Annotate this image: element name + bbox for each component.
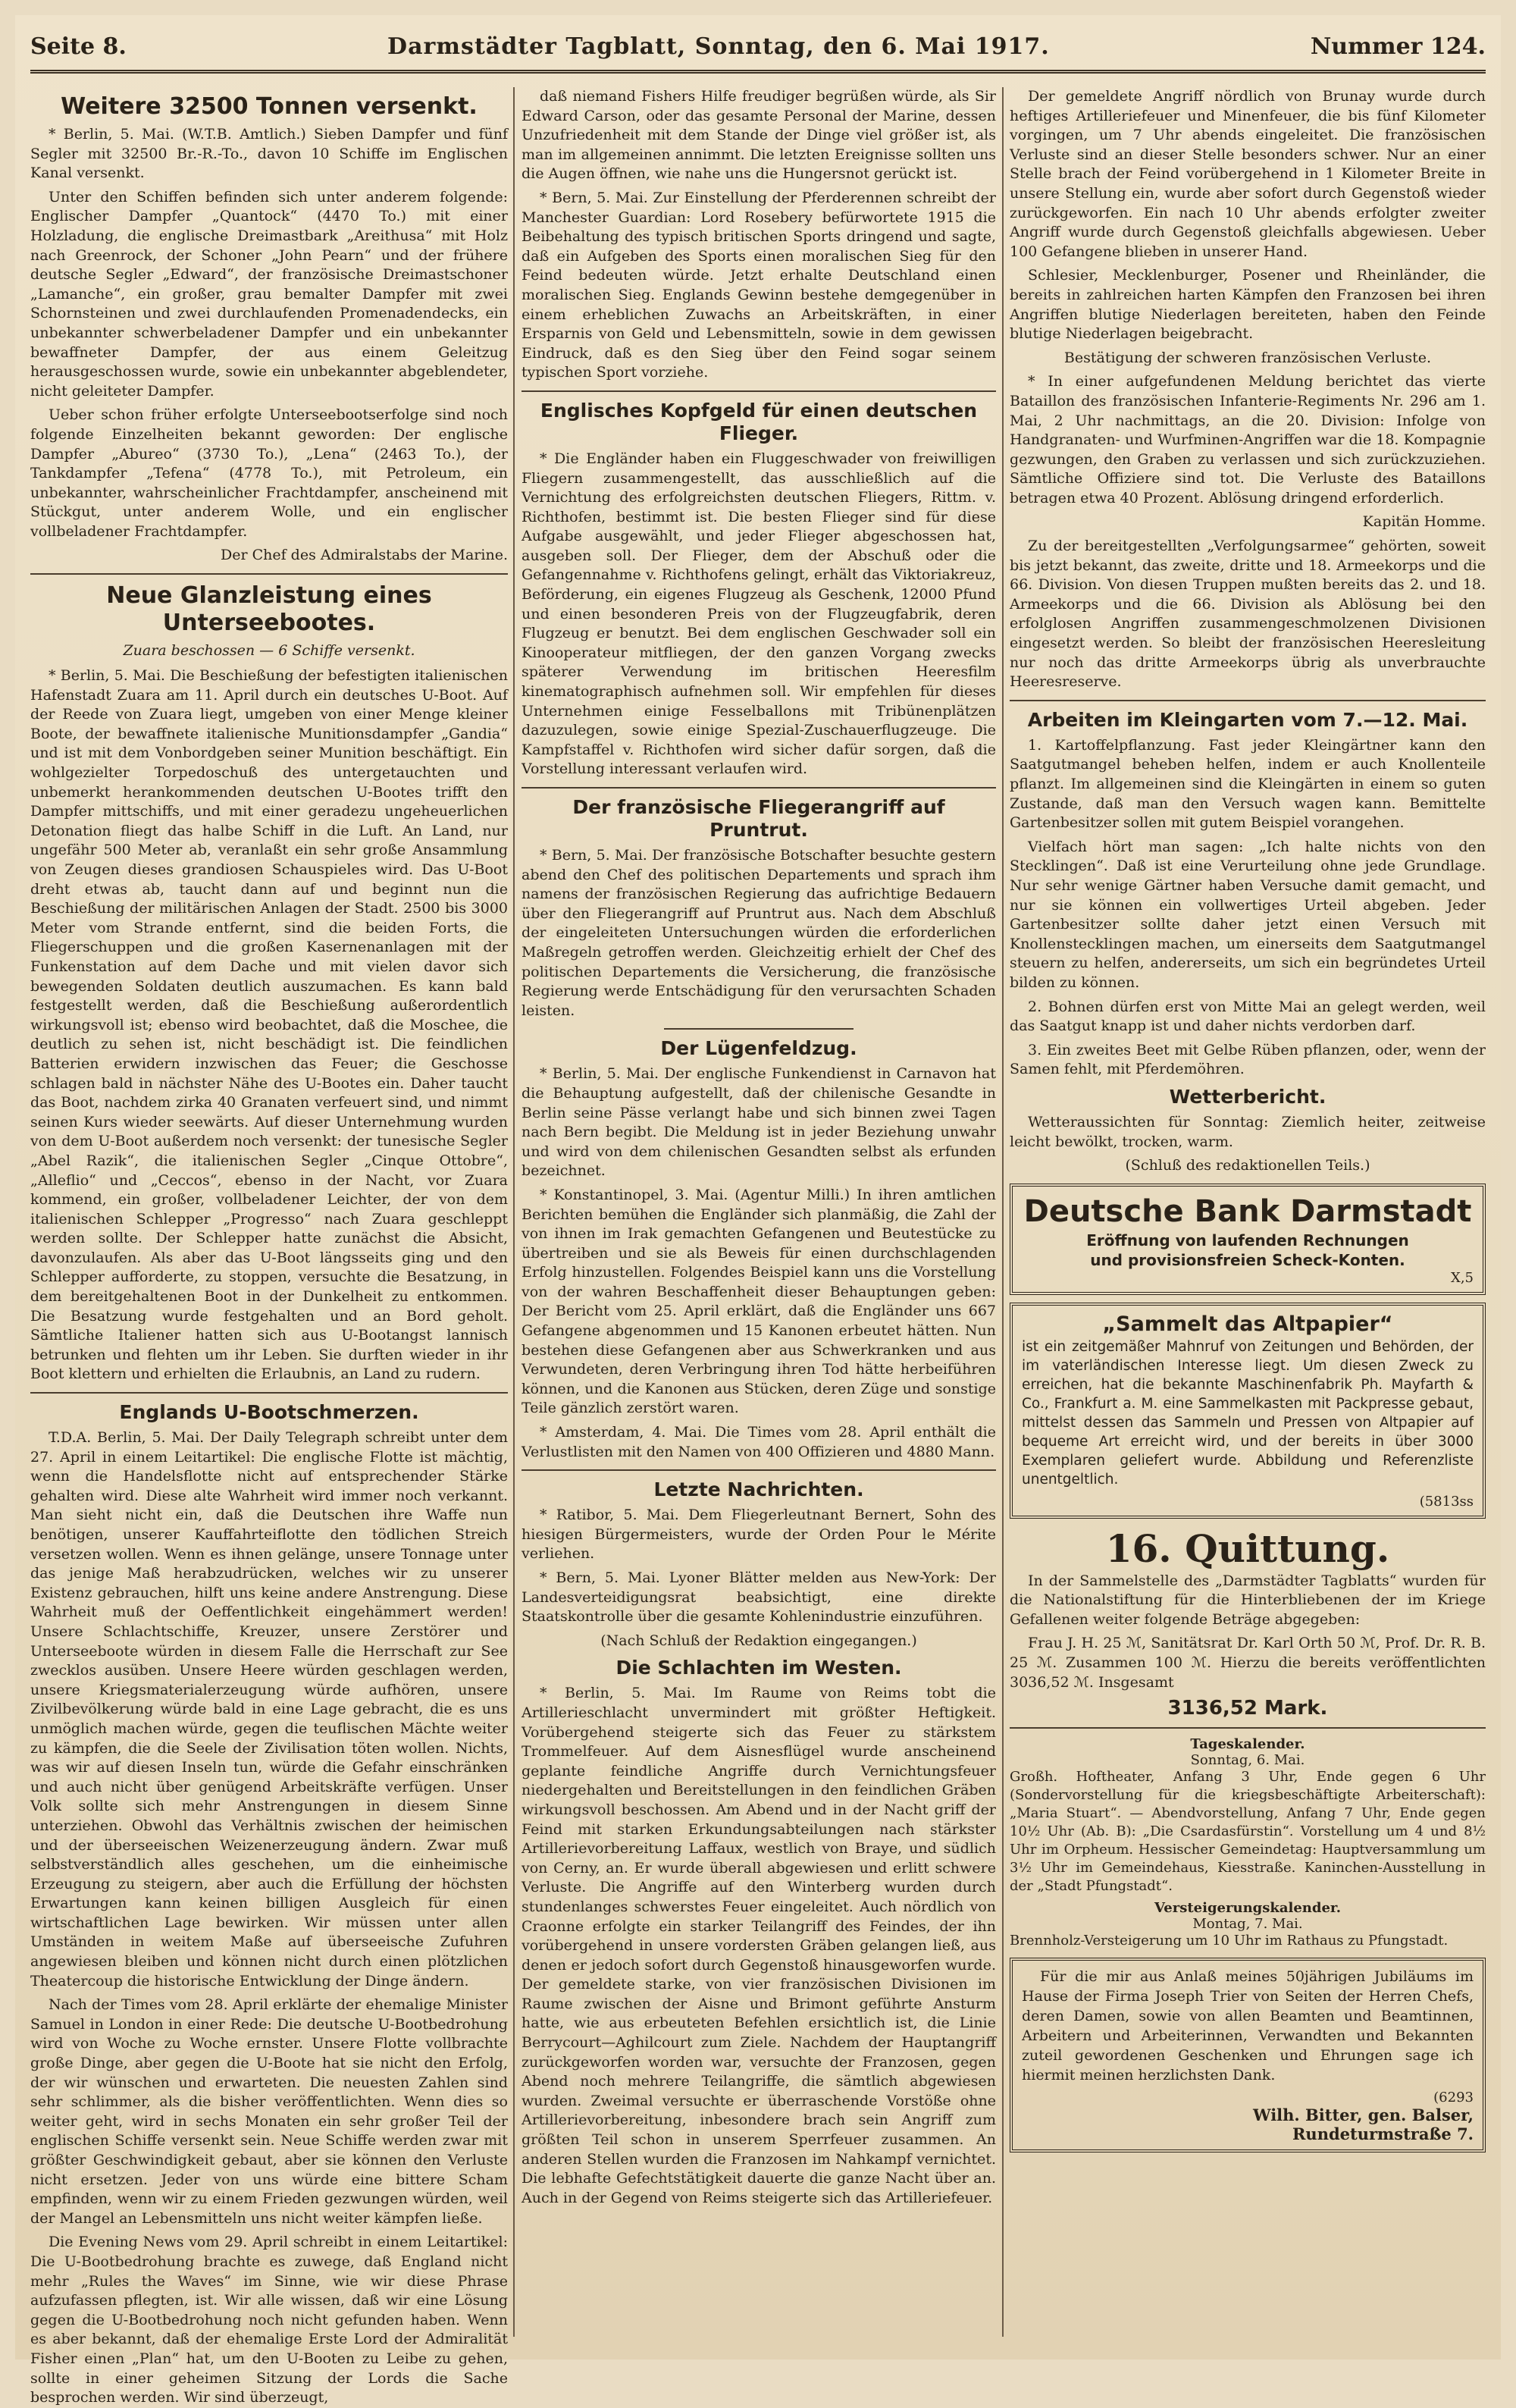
article-signature: Der Chef des Admiralstabs der Marine. <box>220 547 508 564</box>
ad-code: (6293 <box>1433 2090 1474 2106</box>
thanks-address: Rundeturmstraße 7. <box>1292 2124 1474 2144</box>
article-paragraph: * Berlin, 5. Mai. Im Raume von Reims tobt die Artillerieschlacht unvermindert mit größter Heftigkeit. Vorübergehend steigerte sich das Feuer zu stärkstem Trommelfeuer. Auf dem Aisnesflügel wurde anscheinend geplante feindliche Angriffe durch Vernichtungsfeuer niedergehalten und Bereitstellungen in den feindlichen Gräben wirkungsvoll beschossen. Am Abend und in der Nacht griff der Feind mit starken Erkundungsabteilungen nach stärkster Artillerievorbereitung Laffaux, westlich von Braye, und südlich von Cerny, an. Er wurde überall abgewiesen und erlitt schwere Verluste. Die Angriffe auf den Winterberg wurden durch stundenlanges schwerstes Feuer eingeleitet. Auch nördlich von Craonne erfolgte ein starker Teilangriff des Feindes, der ihn vorübergehend in unsere vordersten Gräben gelangen ließ, aus denen er jedoch sofort durch Gegenstoß hinausgeworfen wurde. Der gemeldete starke, von vier französischen Divisionen im Raume zwischen der Aisne und Brimont geführte Ansturm hatte, wie aus erbeuteten Befehlen ersichtlich ist, die Linie Berrycourt—Aghilcourt zum Ziele. Nachdem der Hauptangriff zurückgeworfen worden war, versuchte der Franzosen, gegen Abend noch mehrere Teilangriffe, die sämtlich abgewiesen wurden. Zweimal versuchte er überraschende Vorstöße ohne Artillerievorbereitung, inbesondere brach sein Angriff zum größten Teil schon in unserem Sperrfeuer zusammen. An anderen Stellen wurden die Franzosen im Nahkampf vernichtet. Die lebhafte Gefechtstätigkeit dauerte die ganze Nacht über an. Auch in der Gegend von Reims steigerte sich das Artilleriefeuer. <box>522 1685 996 2206</box>
article-paragraph: * Berlin, 5. Mai. Die Beschießung der befestigten italienischen Hafenstadt Zuara am 11. April durch ein deutsches U-Boot. Auf der Reede von Zuara liegt, umgeben von einer Menge kleiner Boote, der bewaffnete italienische Munitionsdampfer „Gandia“ und ist mit dem Vonbordgeben seiner Munition beschäftigt. Ein wohlgezielter Torpedoschuß des untergetauchten und unbemerkt herankommenden deutschen U-Bootes trifft den Dampfer mittschiffs, und mit einer geradezu ungeheuerlichen Detonation fliegt das halbe Schiff in die Luft. An Land, nur ungefähr 500 Meter ab, veranlaßt ein sehr große Ansammlung von Zeugen dieses grandiosen Schauspieles wird. Das U-Boot dreht etwas ab, taucht dann auf und beginnt nun die Beschießung der militärischen Anlagen der Stadt. 2500 bis 3000 Meter vom Strande entfernt, sind die beiden Forts, die Fliegerschuppen und die großen Kasernenanlagen mit der Funkenstation auf dem Dache und mit vielen davor sich bewegenden Soldaten deutlich auszumachen. Es kann bald festgestellt werden, daß die Beschießung außerordentlich wirkungsvoll ist; ebenso wird beobachtet, daß die Moschee, die deutlich zu sehen ist, nicht beschädigt ist. Die feindlichen Batterien erwidern inzwischen das Feuer; die Geschosse schlagen bald in nächster Nähe des U-Bootes ein. Daher taucht das Boot, nachdem zirka 40 Granaten verfeuert sind, und nimmt seinen Kurs wieder seewärts. Auf dieser Unternehmung wurden von dem U-Boot außerdem noch versenkt: der tunesische Segler „Abel Razik“, die italienischen Segler „Cinque Ottobre“, „Alleflio“ und „Ceccos“, ebenso in der Nacht, vor Zuara kommend, ein großer, vollbeladener Leichter, der von dem italienischen Schlepper „Progresso“ nach Zuara geschleppt werden sollte. Der Schlepper hatte zunächst die Absicht, davonzulaufen. Als aber das U-Boot längsseits ging und den Schlepper aufforderte, zu stoppen, versuchte die Besatzung, in dem bereitgehaltenen Boot in der Dunkelheit zu entkommen. Die Besatzung wurde festgehalten und an Bord geholt. Sämtliche Italiener hatten sich aus U-Bootangst lannisch betrunken und flehten um ihr Leben. Sie durften wieder in ihr Boot klettern und erhielten die Erlaubnis, an Land zu rudern. <box>30 667 508 1383</box>
article-paragraph: * Ratibor, 5. Mai. Dem Fliegerleutnant Bernert, Sohn des hiesigen Bürgermeisters, wurde der Orden Pour le Mérite verliehen. <box>522 1507 996 1563</box>
newspaper-title: Darmstädter Tagblatt, Sonntag, den 6. Mai 1917. <box>387 33 1050 60</box>
article-paragraph: Zu der bereitgestellten „Verfolgungsarmee“ gehörten, soweit bis jetzt bekannt, das zweite, dritte und 18. Armeekorps und die 66. Division. Von diesen Truppen mußten bereits das 2. und 18. Armeekorps und die 66. Division als Ablösung bei den erfolglosen Angriffen zusammengeschmolzenen Divisionen eingesetzt werden. So bleibt der französischen Heeresleitung nur noch das dritte Armeekorps übrig als unverbrauchte Heeresreserve. <box>1010 538 1486 691</box>
calendar-entry: Brennholz-Versteigerung um 10 Uhr im Rathaus zu Pfungstadt. <box>1010 1933 1449 1949</box>
subheadline: Zuara beschossen — 6 Schiffe versenkt. <box>123 642 415 660</box>
article-paragraph: 2. Bohnen dürfen erst von Mitte Mai an gelegt werden, weil das Saatgut knapp ist und daher nichts verdorben darf. <box>1010 998 1486 1035</box>
ad-text: ist ein zeitgemäßer Mahnruf von Zeitungen und Behörden, der im vaterländischen Interesse liegt. Um diesen Zweck zu erreichen, hat die bekannte Maschinenfabrik Ph. Mayfarth & Co., Frankfurt a. M. eine Sammelkasten mit Packpresse gebaut, mittelst dessen das Sammeln und Pressen von Altpapier auf bequeme Art erreicht wird, und der bereits in über 3000 Exemplaren geliefert wurde. Abbildung und Referenzliste unentgeltlich. <box>1022 1338 1474 1488</box>
column-3 <box>1010 87 1486 2344</box>
divider <box>522 390 996 392</box>
calendar-date: Sonntag, 6. Mai. <box>1190 1752 1305 1769</box>
calendar-date: Montag, 7. Mai. <box>1192 1916 1303 1933</box>
column-divider <box>513 87 515 2337</box>
quittung-donors: Frau J. H. 25 ℳ, Sanitätsrat Dr. Karl Orth 50 ℳ, Prof. Dr. R. B. 25 ℳ. Zusammen 100 ℳ. Hierzu die bereits veröffentlichten 3036,52 ℳ. Insgesamt <box>1010 1635 1486 1691</box>
bank-name: Deutsche Bank Darmstadt <box>1023 1193 1472 1229</box>
tageskalender <box>1010 1736 1486 1950</box>
bank-offer-line: Eröffnung von laufenden Rechnungen <box>1086 1231 1409 1249</box>
calendar-entry: Großh. Hoftheater, Anfang 3 Uhr, Ende gegen 6 Uhr (Sondervorstellung für die kriegsbeschäftigte Arbeiterschaft): „Maria Stuart“. — Abendvorstellung, Anfang 7 Uhr, Ende gegen 10½ Uhr (Ab. B): „Die Csardasfürstin“. Vorstellung um 4 und 8½ Uhr im Orpheum. Hessischer Gemeindetag: Hauptversammlung um 3½ Uhr im Gemeindehaus, Kiesstraße. Kaninchen-Ausstellung in der „Stadt Pfungstadt“. <box>1010 1769 1486 1895</box>
article-paragraph: * Berlin, 5. Mai. Der englische Funkendienst in Carnavon hat die Behauptung aufgestellt, daß der chilenische Gesandte in Berlin seine Pässe verlangt habe und sich binnen zwei Tagen nach Bern begibt. Die Meldung ist in jeder Beziehung unwahr und wird von dem chilenischen Gesandten selbst als erfunden bezeichnet. <box>522 1065 996 1180</box>
column-divider <box>1002 87 1004 2337</box>
headline-kopfgeld: Englisches Kopfgeld für einen deutschen Flieger. <box>540 399 978 444</box>
article-paragraph: Nach der Times vom 28. April erklärte der ehemalige Minister Samuel in London in einer Rede: Die deutsche U-Bootbedrohung wird von Woche zu Woche ernster. Unsere Flotte vollbrachte große Dinge, aber gegen die U-Boote hat sie nicht den Erfolg, der wir wünschen und erwarteten. Die neuesten Zahlen sind sehr schlimmer, als die bisher veröffentlichten. Wenn dies so weiter geht, wird in sechs Monaten ein sehr großer Teil der englischen Schiffe versenkt sein. Neue Schiffe werden zwar mit größter Geschwindigkeit gebaut, aber sie können den Verluste nicht ersetzen. Jeder von uns würde eine bittere Scham empfinden, wenn wir zu einem Frieden gezwungen würden, weil der Mangel an Lebensmitteln uns nicht weiter kämpfen ließe. <box>30 1996 508 2227</box>
article-paragraph: Unter den Schiffen befinden sich unter anderem folgende: Englischer Dampfer „Quantock“ (4470 To.) mit einer Holzladung, die englische Dreimastbark „Areithusa“ mit Holz nach Greenrock, der Schoner „John Pearn“ und der frühere deutsche Segler „Edward“, der französische Dreimastschoner „Lamanche“, ein großer, grau bemalter Dampfer mit zwei Schornsteinen und zwei durchlaufenden Promenadendecks, ein unbekannter schwerbeladener Dampfer und ein unbekannter bewaffneter Dampfer, der aus einem Geleitzug herausgeschossen wurde, sowie ein unbekannter abgeblendeter, nicht geleiteter Dampfer. <box>30 188 508 400</box>
headline-versenkt: Weitere 32500 Tonnen versenkt. <box>61 93 478 120</box>
divider <box>1010 700 1486 701</box>
article-paragraph: * In einer aufgefundenen Meldung berichtet das vierte Bataillon des französischen Infanterie-Regiments Nr. 296 am 1. Mai, 2 Uhr nachmittags, an die 20. Division: Infolge von Handgranaten- und Wurfminen-Angriffen war die 18. Kompagnie gezwungen, den Graben zu verlassen und sich zurückzuziehen. Sämtliche Offiziere sind tot. Die Verluste des Bataillons betragen etwa 40 Prozent. Ablösung dringend erforderlich. <box>1010 373 1486 506</box>
headline-luegenfeldzug: Der Lügenfeldzug. <box>660 1037 857 1060</box>
altpapier-advertisement <box>1010 1303 1486 1519</box>
calendar-heading: Tageskalender. <box>1190 1736 1305 1753</box>
article-paragraph: T.D.A. Berlin, 5. Mai. Der Daily Telegraph schreibt unter dem 27. April in einem Leitartikel: Die englische Flotte ist mächtig, wenn die Handelsflotte nicht auf entsprechender Stärke gehalten wird. Diese alte Wahrheit wird immer noch verkannt. Man sieht nicht ein, daß die Deutschen ihre Waffe nun benötigen, unserer Kauffahrteiflotte den tödlichen Streich versetzen wollen. Wenn es ihnen gelänge, unsere Tonnage unter das jenige Maß herabzudrücken, welches wir zu unserer Existenz gebrauchen, hilft uns keine andere Anstrengung. Diese Wahrheit muß der Oeffentlichkeit eingehämmert werden! Unsere Schlachtschiffe, Kreuzer, unsere Zerstörer und Unterseeboote würden in diesem Falle die Herrschaft zur See zwecklos ausüben. Unsere Heere würden geschlagen werden, unsere Kriegsmaterialerzeugung würde aufhören, unsere Zivilbevölkerung würde bald in eine Lage gebracht, die es uns unmöglich machen würde, gegen die teuflischen Mächte weiter zu kämpfen, die die Seele der Zivilisation töten wollen. Nichts, was wir auf diesen Inseln tun, würde die Gefahr einschränken und auch nicht über genügend Arbeitskräfte verfügen. Unser Volk sollte sich mehr Anstrengungen in diesem Sinne unterziehen. Obwohl das Verhältnis zwischen der heimischen und der überseeischen Weizenerzeugung ändern. Zwar muß selbstverständlich alles geschehen, um die einheimische Erzeugung zu steigern, aber auch die Erfüllung der höchsten Erwartungen kann keinen billigen Ausgleich für einen wirtschaftlichen Lage bewirken. Wir müssen unter allen Umständen in weitem Maße auf überseeische Zufuhren angewiesen bleiben und können nicht durch einen plötzlichen Theatercoup die historische Entwicklung der Dinge ändern. <box>30 1429 508 1989</box>
bank-advertisement <box>1010 1184 1486 1295</box>
article-paragraph: Der gemeldete Angriff nördlich von Brunay wurde durch heftiges Artilleriefeuer und Minenfeuer, die bis fünf Kilometer vorgingen, um 7 Uhr abends eingeleitet. Die französischen Verluste sind an dieser Stelle besonders schwer. Nur an einer Stelle brach der Feind vorübergehend in 1 Kilometer Breite in unsere Stellung ein, wurde aber sofort durch Gegenstoß wieder zurückgeworfen. Ein nach 10 Uhr abends erfolgter zweiter Angriff wurde durch Gegenstoß gleichfalls abgewiesen. Ueber 100 Gefangene blieben in unserer Hand. <box>1010 88 1486 260</box>
article-paragraph: Schlesier, Mecklenburger, Posener und Rheinländer, die bereits in zahlreichen harten Kämpfen den Franzosen bei ihren Angriffen blutige Niederlagen bereiteten, haben den Feinde blutige Niederlagen beigebracht. <box>1010 267 1486 343</box>
headline-schlachten-westen: Die Schlachten im Westen. <box>615 1657 902 1679</box>
article-paragraph: * Konstantinopel, 3. Mai. (Agentur Milli.) In ihren amtlichen Berichten bemühen die Engländer sich planmäßig, die Zahl der von ihnen im Irak gemachten Gefangenen und Beutestücke zu übertreiben und sie als Beweis für einen durchschlagenden Erfolg hinzustellen. Folgendes Beispiel kann uns die Vorstellung von der wahren Beschaffenheit dieser Behauptungen geben: Der Bericht vom 25. April erklärt, daß die Engländer uns 667 Gefangene abgenommen und 15 Kanonen erbeutet hätten. Nun bestehen diese Gefangenen aber aus Schwerkranken und aus Verwundeten, deren Verbringung ihren Tod hätte herbeiführen können, und die Kanonen aus Stücken, deren Züge und sonstige Teile gänzlich zerstört waren. <box>522 1186 996 1417</box>
headline-pruntrut: Der französische Fliegerangriff auf Pruntrut. <box>572 796 945 841</box>
ad-title: „Sammelt das Altpapier“ <box>1102 1312 1393 1336</box>
quittung-title: 16. Quittung. <box>1105 1525 1390 1571</box>
article-paragraph: * Berlin, 5. Mai. (W.T.B. Amtlich.) Sieben Dampfer und fünf Segler mit 32500 Br.-R.-To., davon 10 Schiffe im Englischen Kanal versenkt. <box>30 126 508 182</box>
divider <box>1010 1727 1486 1729</box>
page-number: Seite 8. <box>30 33 127 60</box>
article-paragraph: Ueber schon früher erfolgte Unterseebootserfolge sind noch folgende Einzelheiten bekannt geworden: Der englische Dampfer „Abureo“ (3730 To.), „Lena“ (2463 To.), der Tankdampfer „Tefena“ (4778 To.), mit Petroleum, ein unbekannter, wahrscheinlicher Frachtdampfer, anscheinend mit Stückgut, unter anderem Wolle, und ein englischer vollbeladener Frachtdampfer. <box>30 406 508 540</box>
article-paragraph: daß niemand Fishers Hilfe freudiger begrüßen würde, als Sir Edward Carson, oder das gesamte Personal der Marine, dessen Unzufriedenheit mit dem Stande der Dinge viel größer ist, als man im allgemeinen annimmt. Die letzten Ereignisse sollten uns die Augen öffnen, wie nahe uns die Hungersnot gerückt ist. <box>522 88 996 183</box>
column-1 <box>30 87 508 2406</box>
article-paragraph: * Bern, 5. Mai. Der französische Botschafter besuchte gestern abend den Chef des politischen Departements und sprach ihm namens der französischen Regierung das aufrichtige Bedauern über den Fliegerangriff auf Pruntrut aus. Nach dem Abschluß der eingeleiteten Untersuchungen würden die erforderlichen Maßregeln getroffen werden. Gleichzeitig erhielt der Chef des politischen Departements die Versicherung, die französische Regierung werde Entschädigung für den verursachten Schaden leisten. <box>522 847 996 1019</box>
bank-offer-line: und provisionsfreien Scheck-Konten. <box>1090 1250 1405 1269</box>
headline-wetterbericht: Wetterbericht. <box>1169 1085 1326 1108</box>
newspaper-page <box>15 15 1501 2406</box>
ad-code: X,5 <box>1451 1269 1474 1286</box>
quittung-total: 3136,52 Mark. <box>1167 1697 1328 1720</box>
divider <box>522 1469 996 1471</box>
quittung-text: In der Sammelstelle des „Darmstädter Tagblatts“ wurden für die Nationalstiftung für die Hinterbliebenen der im Kriege Gefallenen weiter folgende Beträge abgegeben: <box>1010 1572 1486 1628</box>
editorial-note: (Nach Schluß der Redaktion eingegangen.) <box>600 1632 917 1649</box>
headline-glanzleistung: Neue Glanzleistung eines Unterseebootes. <box>106 582 432 637</box>
article-paragraph: * Bern, 5. Mai. Lyoner Blätter melden aus New-York: Der Landesverteidigungsrat beabsichtigt, eine direkte Staatskontrolle über die gesamte Kohlenindustrie einzuführen. <box>522 1569 996 1626</box>
divider <box>664 1028 854 1030</box>
article-paragraph: Vielfach hört man sagen: „Ich halte nichts von den Stecklingen“. Daß ist eine Verurteilung ohne jede Grundlage. Nur sehr wenige Gärtner haben Versuche damit gemacht, und nur sie können ein vollwertiges Urteil abgeben. Jeder Gartenbesitzer sollte daher jetzt einen Versuch mit Knollenstecklingen machen, um einerseits dem Saatgutmangel steuern zu helfen, andererseits, um sich ein begründetes Urteil bilden zu können. <box>1010 838 1486 991</box>
article-paragraph: * Bern, 5. Mai. Zur Einstellung der Pferderennen schreibt der Manchester Guardian: Lord Rosebery befürwortete 1915 die Beibehaltung des typisch britischen Sports dringend und sagte, daß ein Aufgeben des Sports einen moralischen Sieg für den Feind bedeuten würde. Jetzt erhalte Deutschland einen moralischen Sieg. Englands Gewinn bestehe demgegenüber in einem erheblichen Zuwachs an Arbeitskräften, in einer Ersparnis von Geld und Lebensmitteln, sowie in dem gewissen Eindruck, daß es den Sieg über den Feind sogar seinem typischen Sport vorziehe. <box>522 189 996 381</box>
headline-kleingarten: Arbeiten im Kleingarten vom 7.—12. Mai. <box>1027 708 1468 731</box>
article-paragraph: * Amsterdam, 4. Mai. Die Times vom 28. April enthält die Verlustlisten mit den Namen von 400 Offizieren und 4880 Mann. <box>522 1424 996 1460</box>
editorial-note: (Schluß des redaktionellen Teils.) <box>1125 1157 1370 1174</box>
headline-u-bootschmerzen: Englands U-Bootschmerzen. <box>119 1401 419 1424</box>
headline-letzte-nachrichten: Letzte Nachrichten. <box>653 1478 864 1501</box>
divider <box>30 1392 508 1394</box>
article-paragraph: 3. Ein zweites Beet mit Gelbe Rüben pflanzen, oder, wenn der Samen fehlt, mit Pferdemöhren. <box>1010 1041 1486 1078</box>
article-paragraph: Die Evening News vom 29. April schreibt in einem Leitartikel: Die U-Bootbedrohung brachte es zuwege, daß England nicht mehr „Rules the Waves“ im Sinne, wie wir diese Phrase aufzufassen pflegten, ist. Wir alle wissen, daß wir eine Lösung gegen die U-Bootbedrohung noch nicht gefunden haben. Wenn es aber bekannt, daß der ehemalige Erste Lord der Admiralität Fisher einen „Plan“ hat, um den U-Booten zu Leibe zu gehen, sollte in einer geheimen Sitzung der Lords die Sache besprochen werden. Wir sind überzeugt, <box>30 2234 508 2406</box>
divider <box>522 787 996 789</box>
article-paragraph: 1. Kartoffelpflanzung. Fast jeder Kleingärtner kann den Saatgutmangel beheben helfen, indem er auch Knollenteile pflanzt. Im allgemeinen sind die Kleingärten in einem so guten Zustande, daß man den Versuch wagen kann. Bemittelte Gartenbesitzer sollen mit gutem Beispiel vorangehen. <box>1010 736 1486 832</box>
column-2 <box>522 87 996 2344</box>
article-signature: Kapitän Homme. <box>1362 513 1486 531</box>
divider <box>30 573 508 575</box>
section-subheading: Bestätigung der schweren französischen Verluste. <box>1063 349 1432 366</box>
issue-number: Nummer 124. <box>1310 33 1486 60</box>
thanks-text: Für die mir aus Anlaß meines 50jährigen Jubiläums im Hause der Firma Joseph Trier von Seiten der Herren Chefs, deren Damen, sowie von allen Beamten und Beamtinnen, Arbeitern und Arbeiterinnen, Verwandten und Bekannten zuteil gewordenen Geschenken und Ehrungen sage ich hiermit meinen herzlichsten Dank. <box>1022 1968 1474 2084</box>
masthead <box>30 23 1486 74</box>
calendar-heading: Versteigerungskalender. <box>1154 1900 1342 1917</box>
article-paragraph: * Die Engländer haben ein Fluggeschwader von freiwilligen Fliegern zusammengestellt, das ausschließlich auf die Vernichtung des erfolgreichsten deutschen Fliegers, Rittm. v. Richthofen, bestimmt ist. Die besten Flieger sind für diese Aufgabe ausgewählt, und jeder Flieger abgeschossen hat, ausgeben soll. Der Flieger, dem der Abschuß oder die Gefangennahme v. Richthofens gelingt, erhält das Viktoriakreuz, Beförderung, ein eigenes Flugzeug als Geschenk, 12000 Pfund und einen besonderen Preis von der Flugzeugfabrik, deren Flugzeug er benutzt. Bei dem englischen Geschwader soll ein Kinooperateur mitfliegen, der den ganzen Vorgang zwecks späterer Verwendung im britischen Heeresfilm kinematographisch aufnehmen soll. Wir empfehlen für dieses Unternehmen einige Fesselballons mit Tribünenplätzen dazuzulegen, sowie einige Spezial-Zuschauerflugzeuge. Die Kampfstaffel v. Richthofen wird sicher dafür sorgen, daß die Vorstellung interessant verlaufen wird. <box>522 450 996 778</box>
ad-code: (5813ss <box>1419 1493 1474 1510</box>
weather-report: Wetteraussichten für Sonntag: Ziemlich heiter, zeitweise leicht bewölkt, trocken, warm. <box>1010 1113 1486 1150</box>
thanks-notice <box>1010 1958 1486 2152</box>
thanks-signature: Wilh. Bitter, gen. Balser, <box>1252 2105 1474 2125</box>
